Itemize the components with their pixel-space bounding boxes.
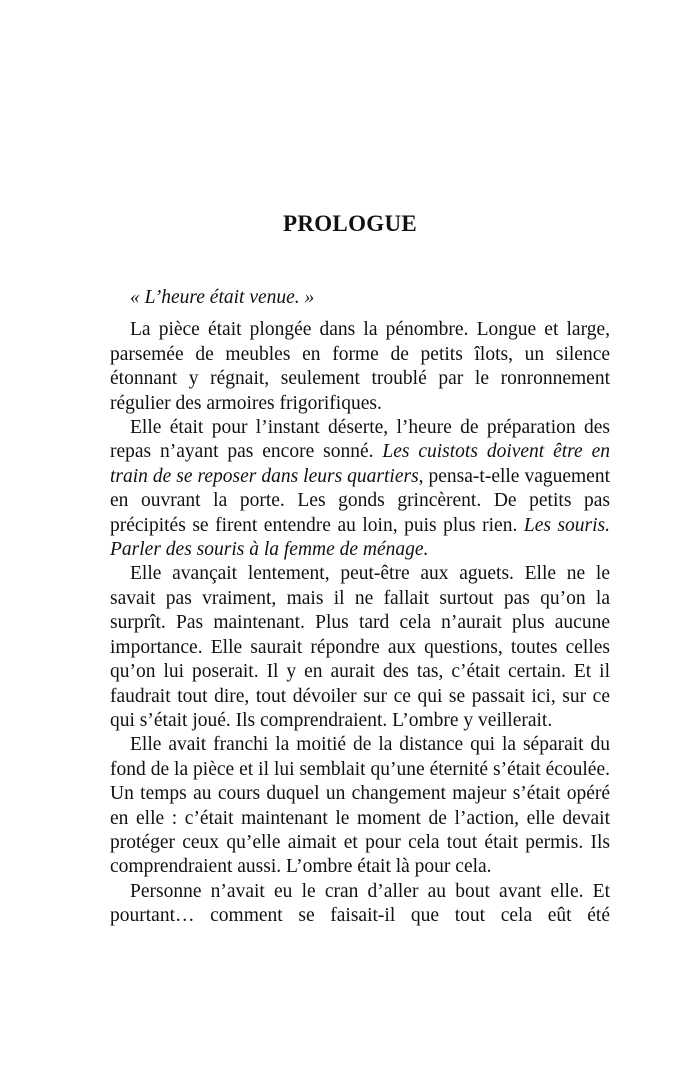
epigraph-text: « L’heure était venue. »	[130, 287, 315, 308]
paragraph-2-part-c: , pensa-t-elle vaguement en ouvrant la porte. Les gonds grincèrent. De petits pas précipités se firent entendre au loin, puis plus rien.	[110, 465, 610, 536]
body-text	[110, 286, 610, 929]
chapter-title: PROLOGUE	[282, 211, 418, 236]
paragraph-1: La pièce était plongée dans la pénombre. Longue et large, parsemée de meubles en forme de petits îlots, un silence étonnant y régnait, seulement troublé par le ronronnement régulier des armoires frigorifiques.	[110, 319, 610, 414]
paragraph-4: Elle avait franchi la moitié de la distance qui la séparait du fond de la pièce et il lui semblait qu’une éternité s’était écoulée. Un temps au cours duquel un changement majeur s’était opéré en elle : c’était maintenant le moment de l’action, elle devait protéger ceux qu’elle aimait et pour cela tout était permis. Ils comprendraient aussi. L’ombre était là pour cela.	[110, 734, 610, 878]
paragraph-5: Personne n’avait eu le cran d’aller au bout avant elle. Et pourtant… comment se faisait-il que tout cela eût été	[110, 880, 610, 927]
epigraph	[110, 286, 610, 310]
paragraph-2-italic-thought: Les cuistots doivent être en train de se reposer dans leurs quartiers	[110, 441, 610, 487]
paragraph-2	[110, 416, 610, 562]
paragraph-2-part-a: Elle était pour l’instant déserte, l’heure de préparation des repas n’ayant pas encore sonné.	[110, 417, 610, 463]
paragraph-2-italic-souris: Les souris. Parler des souris à la femme de ménage.	[110, 514, 611, 561]
paragraph-3: Elle avançait lentement, peut-être aux aguets. Elle ne le savait pas vraiment, mais il ne fallait surtout pas qu’on la surprît. Pas maintenant. Plus tard cela n’aurait plus aucune importance. Elle saurait répondre aux questions, toutes celles qu’on lui poserait. Il y en aurait des tas, c’était certain. Et il faudrait tout dire, tout dévoiler sur ce qui se passait ici, sur ce qui s’était joué. Ils comprendraient. L’ombre y veillerait.	[110, 563, 610, 731]
